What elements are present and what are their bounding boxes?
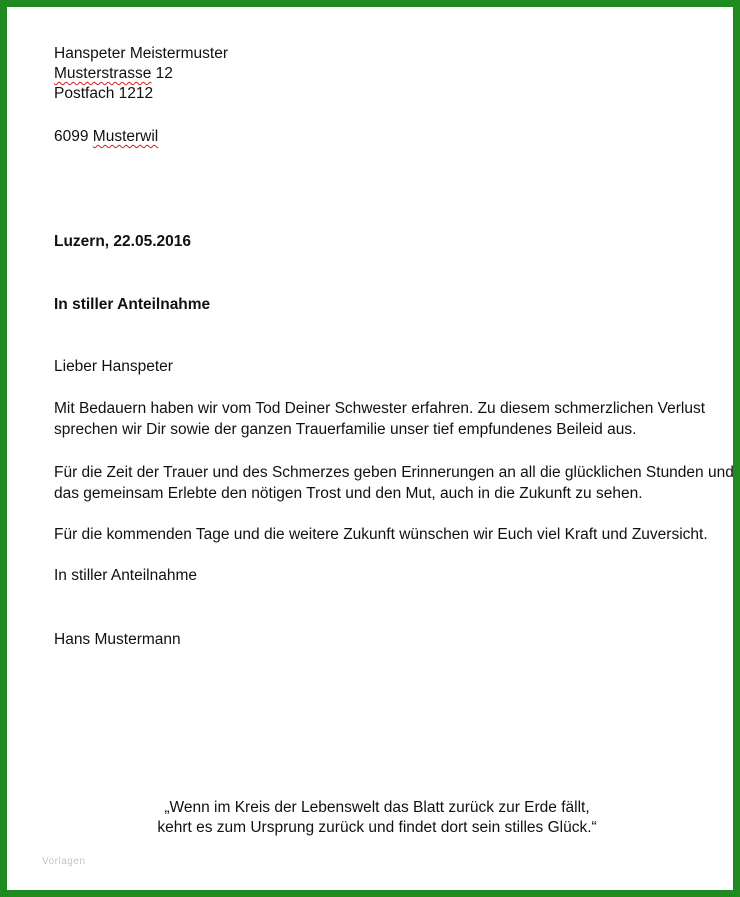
sender-name: Hanspeter Meistermuster <box>54 45 229 62</box>
sender-city: Musterwil <box>92 128 159 145</box>
quote-line-2: kehrt es zum Ursprung zurück und findet dort sein stilles Glück.“ <box>157 819 597 836</box>
paragraph-2-line-1: Für die Zeit der Trauer und des Schmerzes geben Erinnerungen an all die glücklichen Stunden und <box>54 464 734 481</box>
sender-street-word: Musterstrasse <box>54 65 152 82</box>
signature: Hans Mustermann <box>54 631 181 648</box>
subject-line: In stiller Anteilnahme <box>54 296 211 313</box>
sender-postbox: Postfach 1212 <box>54 85 154 102</box>
closing: In stiller Anteilnahme <box>54 567 198 584</box>
date-line: Luzern, 22.05.2016 <box>54 233 191 250</box>
quote-line-1: „Wenn im Kreis der Lebenswelt das Blatt zurück zur Erde fällt, <box>164 799 590 816</box>
paragraph-2-line-2: das gemeinsam Erlebte den nötigen Trost und den Mut, auch in die Zukunft zu sehen. <box>54 485 643 502</box>
letter-page <box>14 14 740 897</box>
sender-street-number: 12 <box>151 65 173 82</box>
sender-zip: 6099 <box>54 128 93 145</box>
paragraph-1-line-2: sprechen wir Dir sowie der ganzen Trauerfamilie unser tief empfundenes Beileid aus. <box>54 421 637 438</box>
salutation: Lieber Hanspeter <box>54 358 173 375</box>
sender-city-line <box>54 127 158 147</box>
paragraph-3-line-1: Für die kommenden Tage und die weitere Zukunft wünschen wir Euch viel Kraft und Zuversicht. <box>54 526 708 543</box>
sender-street <box>54 64 173 84</box>
watermark: Vorlagen <box>42 856 86 867</box>
paragraph-1-line-1: Mit Bedauern haben wir vom Tod Deiner Schwester erfahren. Zu diesem schmerzlichen Verlust <box>54 400 706 417</box>
